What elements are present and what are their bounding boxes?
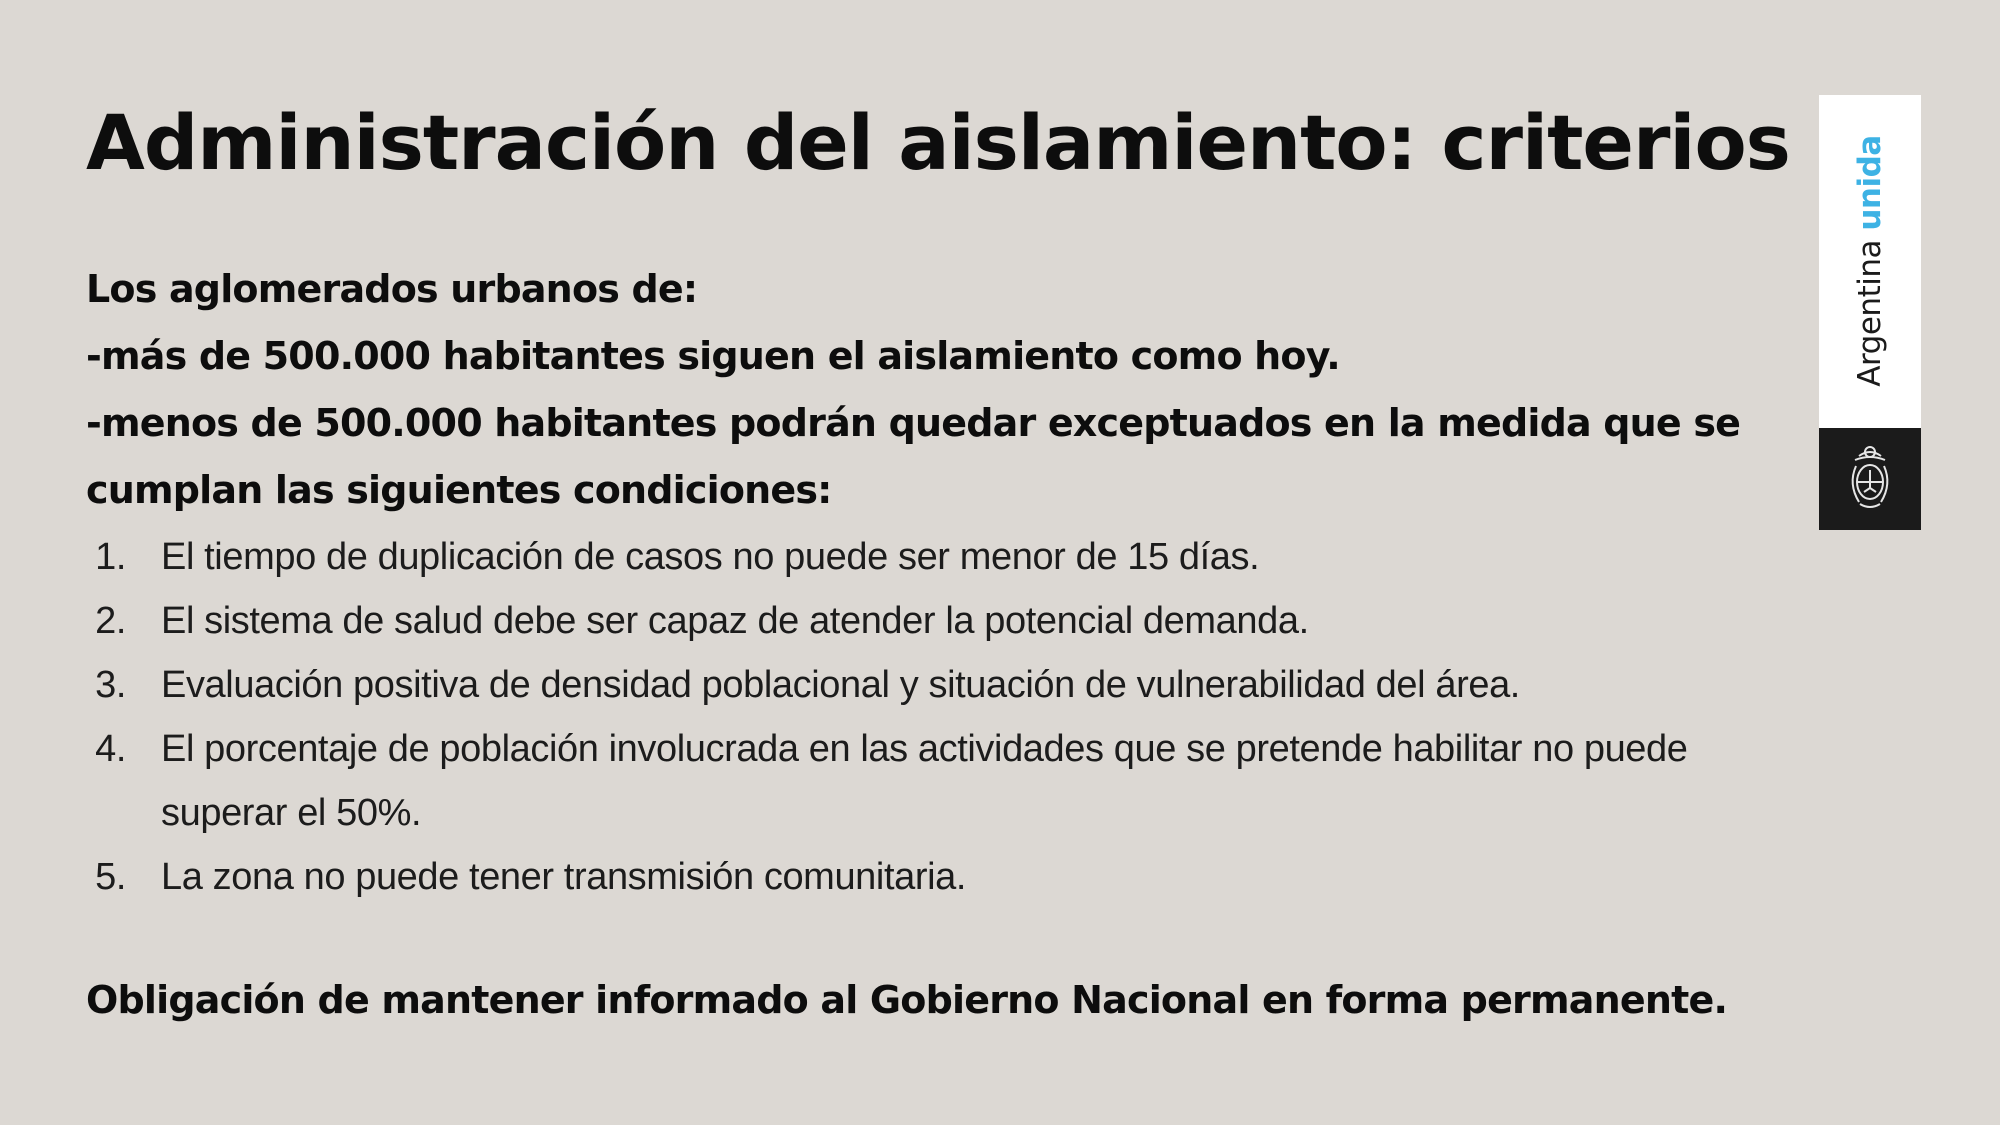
coat-of-arms-icon xyxy=(1845,444,1895,514)
conditions-list xyxy=(86,525,1806,909)
logo-emblem-panel xyxy=(1819,428,1921,530)
logo-wordmark-panel xyxy=(1819,95,1921,428)
condition-item xyxy=(86,653,1806,717)
condition-item xyxy=(86,589,1806,653)
condition-text: Evaluación positiva de densidad poblacional y situación de vulnerabilidad del área. xyxy=(161,664,1520,706)
intro-text xyxy=(86,256,1806,524)
argentina-unida-logo xyxy=(1819,95,1921,530)
logo-word-argentina: Argentina xyxy=(1852,240,1888,387)
intro-line: Los aglomerados urbanos de: xyxy=(86,267,698,311)
condition-number: 3. xyxy=(95,664,126,706)
condition-item xyxy=(86,845,1806,909)
condition-text: El sistema de salud debe ser capaz de atender la potencial demanda. xyxy=(161,600,1309,642)
intro-line: -menos de 500.000 habitantes podrán quedar exceptuados en la medida que se cumplan las siguientes condiciones: xyxy=(86,401,1741,512)
condition-number: 2. xyxy=(95,600,126,642)
closing-statement: Obligación de mantener informado al Gobierno Nacional en forma permanente. xyxy=(86,978,1728,1022)
condition-number: 4. xyxy=(95,728,126,770)
condition-text: La zona no puede tener transmisión comunitaria. xyxy=(161,856,967,898)
condition-number: 5. xyxy=(95,856,126,898)
slide-title: Administración del aislamiento: criterios xyxy=(86,98,1790,187)
condition-item xyxy=(86,525,1806,589)
logo-word-unida: unida xyxy=(1852,135,1888,231)
condition-number: 1. xyxy=(95,536,126,578)
condition-item xyxy=(86,717,1806,845)
condition-text: El tiempo de duplicación de casos no puede ser menor de 15 días. xyxy=(161,536,1260,578)
intro-line: -más de 500.000 habitantes siguen el aislamiento como hoy. xyxy=(86,334,1340,378)
condition-text: El porcentaje de población involucrada en las actividades que se pretende habilitar no puede superar el 50%. xyxy=(161,728,1688,834)
logo-wordmark xyxy=(1852,135,1888,386)
